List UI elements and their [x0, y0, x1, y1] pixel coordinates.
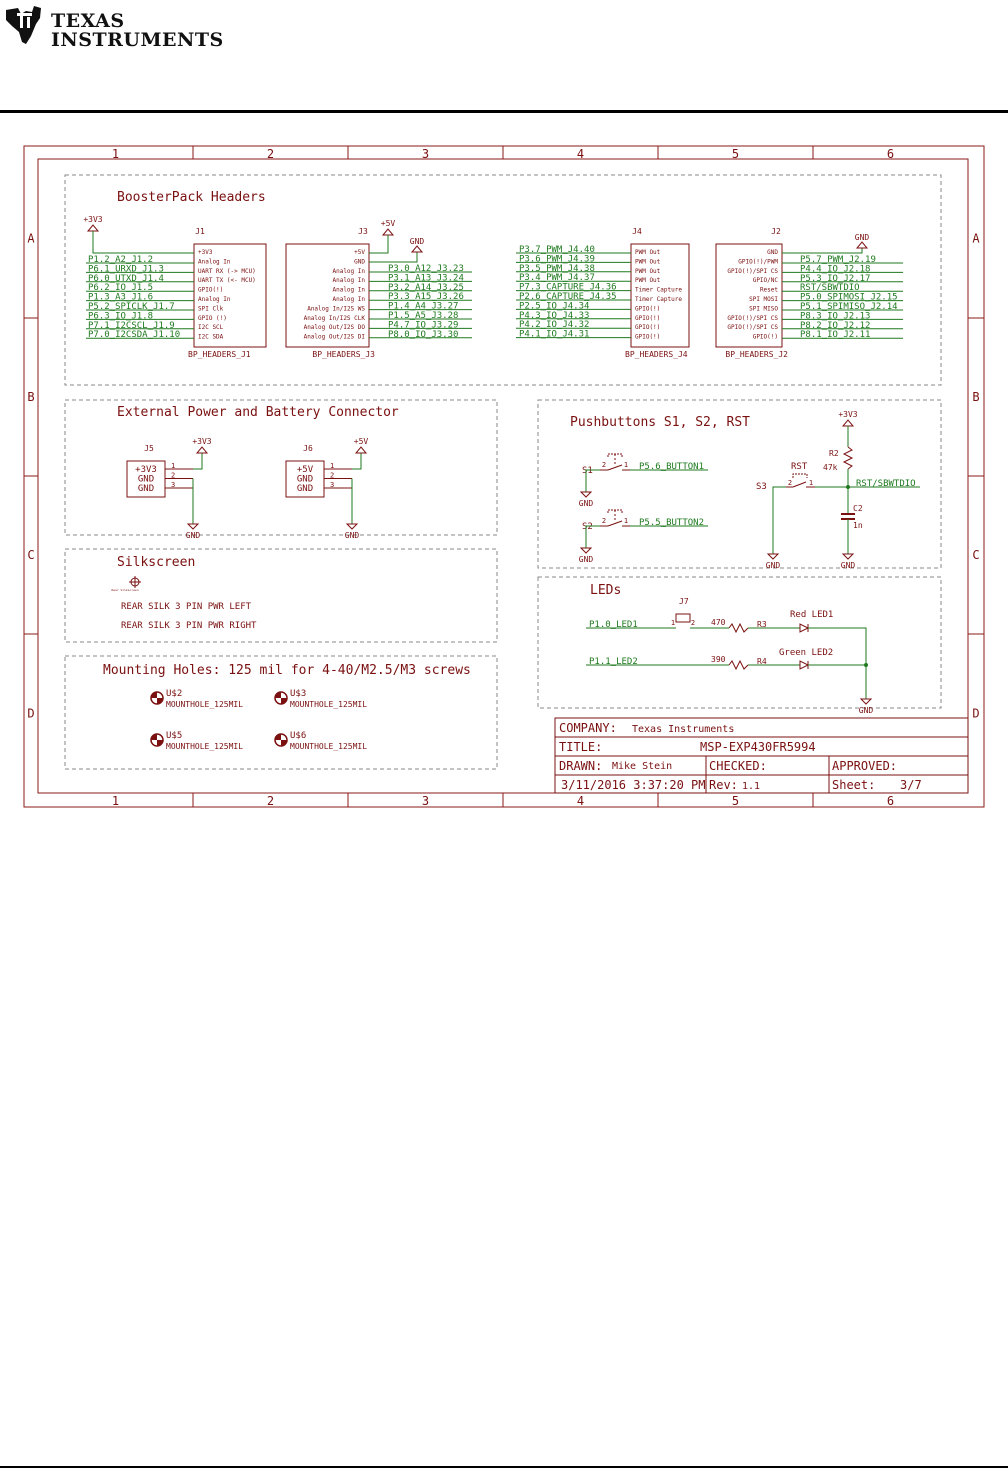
- j6-pin-num: 3: [330, 481, 335, 489]
- resistor-r3-icon: [729, 624, 748, 632]
- section-box-ext_power: [65, 400, 497, 535]
- company-value: Texas Instruments: [632, 724, 735, 735]
- supply-arrow-icon: [88, 225, 98, 231]
- j4-pin-label: GPIO(!): [635, 314, 661, 322]
- j1-net-label: P7.1_I2CSCL_J1.9: [88, 320, 175, 331]
- rst-gnd-wire: [773, 487, 786, 546]
- grid-col-label: 4: [576, 794, 585, 808]
- section-title-leds: LEDs: [590, 583, 622, 598]
- gnd-label: GND: [840, 561, 856, 570]
- ground-symbol-icon: [347, 524, 357, 529]
- section-title-booster: BoosterPack Headers: [117, 190, 266, 205]
- button-lever: [793, 482, 806, 487]
- j4-net-label: P4.1_IO_J4.31: [519, 329, 590, 340]
- j2-net-label: P5.3_IO_J2.17: [800, 273, 871, 284]
- grid-row-label: A: [27, 231, 35, 246]
- j1-pin-label: I2C SCL: [198, 324, 224, 332]
- grid-col-label: 5: [731, 794, 740, 808]
- sheet-label: Sheet:: [832, 778, 876, 792]
- gnd-label: GND: [409, 237, 425, 246]
- button-ref: S1: [582, 466, 593, 476]
- j4-net-label: P4.3_IO_J4.33: [519, 310, 590, 321]
- grid-col-label: 3: [421, 794, 430, 808]
- j2-ref: J2: [771, 227, 781, 236]
- mounthole-part: MOUNTHOLE_125MIL: [166, 700, 244, 709]
- grid-col-label: 2: [266, 147, 275, 161]
- j3-pin-label: Analog In: [332, 267, 365, 275]
- j4-name: BP_HEADERS_J4: [625, 350, 688, 359]
- ground-symbol-icon: [768, 554, 778, 559]
- j1-pin-label: Analog In: [198, 258, 231, 266]
- j6-supply-wire: [352, 453, 361, 469]
- mounthole-part: MOUNTHOLE_125MIL: [290, 742, 368, 751]
- j1-net-label: P1.2_A2_J1.2: [88, 255, 154, 265]
- j3-pin-label: Analog In: [332, 277, 365, 285]
- j3-pin-label: Analog Out/I2S DI: [303, 333, 365, 341]
- rst-label: RST: [791, 462, 808, 472]
- j1-net-label: P7.0_I2CSDA_J1.10: [88, 330, 181, 341]
- j4-pin-label: GPIO(!): [635, 333, 661, 341]
- j2-pin-label: SPI MOSI: [749, 296, 778, 303]
- gnd-label: GND: [344, 531, 360, 540]
- r4-ref: R4: [757, 657, 767, 666]
- j1-pin-label: SPI Clk: [198, 305, 224, 313]
- button-pin: 1: [623, 517, 629, 525]
- j3-name: BP_HEADERS_J3: [312, 350, 375, 359]
- resistor-r2-icon: [844, 447, 852, 469]
- j2-net-label: P5.7_PWM_J2.19: [800, 255, 876, 265]
- gnd-label: GND: [185, 531, 201, 540]
- gnd-label: GND: [578, 499, 594, 508]
- checked-label: CHECKED:: [709, 759, 767, 773]
- grid-row-label: D: [27, 706, 35, 721]
- grid-row-label: B: [27, 390, 35, 404]
- button-ref: S3: [756, 482, 767, 492]
- ground-symbol-icon: [857, 242, 867, 248]
- j1-pin-label: GPIO (!): [198, 314, 227, 322]
- title-label: TITLE:: [559, 740, 603, 754]
- j2-pin-label: GPIO(!)/PWM: [738, 258, 778, 266]
- led1-label: Red LED1: [790, 610, 834, 620]
- red-led-icon: [800, 624, 808, 632]
- supply-arrow-icon: [843, 420, 853, 426]
- grid-col-label: 6: [886, 147, 895, 161]
- drawn-label: DRAWN:: [559, 759, 603, 773]
- grid-col-label: 1: [111, 147, 120, 161]
- j4-pin-label: Timer Capture: [635, 286, 682, 294]
- ground-symbol-icon: [861, 699, 871, 704]
- j1-net-label: P5.2_SPICLK_J1.7: [88, 302, 175, 312]
- supply-arrow-icon: [383, 229, 393, 235]
- c2-ref: C2: [853, 504, 863, 513]
- grid-row-label: B: [972, 390, 980, 404]
- section-title-ext_power: External Power and Battery Connector: [117, 405, 399, 420]
- r2-ref: R2: [829, 449, 839, 458]
- j1-pin-label: +3V3: [198, 249, 213, 256]
- j6-pin-label: +5V: [296, 465, 314, 475]
- j3-net-label: P3.3_A15_J3.26: [388, 292, 464, 303]
- title-value: MSP-EXP430FR5994: [700, 740, 816, 754]
- j5-pin-label: GND: [137, 484, 155, 494]
- button-pin: 1: [808, 479, 814, 487]
- j2-net-label: P5.0_SPIMOSI_J2.15: [800, 292, 898, 303]
- sheet-value: 3/7: [900, 778, 922, 792]
- supply-arrow-icon: [197, 447, 207, 453]
- button-pin: 2: [787, 479, 793, 487]
- j5-ref: J5: [144, 444, 154, 453]
- section-title-silkscreen: Silkscreen: [117, 555, 196, 570]
- grid-col-label: 1: [111, 794, 120, 808]
- button-lever: [608, 465, 622, 470]
- j2-pin-label: GPIO(!)/SPI CS: [727, 267, 778, 275]
- led2-label: Green LED2: [779, 648, 834, 658]
- j1-net-label: P1.3_A3_J1.6: [88, 292, 154, 303]
- j4-net-label: P3.6_PWM_J4.39: [519, 254, 595, 265]
- j2-net-label: RST/SBWTDIO: [800, 283, 860, 294]
- mounthole-ref: U$6: [290, 731, 307, 741]
- j4-net-label: P4.2_IO_J4.32: [519, 320, 590, 331]
- j3-net-label: P1.5_A5_J3.28: [388, 311, 459, 321]
- gnd-label: GND: [765, 561, 781, 570]
- j7-pin: 2: [690, 619, 696, 627]
- grid-col-label: 5: [731, 147, 740, 161]
- j4-net-label: P3.5_PWM_J4.38: [519, 263, 595, 274]
- j6-pin-num: 2: [330, 471, 335, 480]
- j5-pin-label: GND: [137, 474, 155, 485]
- j1-net-label: P6.2_IO_J1.5: [88, 283, 154, 294]
- rst-net-label: RST/SBWTDIO: [856, 479, 916, 489]
- ground-symbol-icon: [581, 548, 591, 553]
- button-net-label: P5.5_BUTTON2: [639, 518, 705, 528]
- j4-pin-label: GPIO(!): [635, 324, 661, 332]
- r3-ref: R3: [757, 620, 767, 629]
- j4-pin-label: PWM Out: [635, 258, 661, 266]
- j1-pin-label: Analog In: [198, 296, 231, 303]
- r3-value: 470: [711, 618, 726, 627]
- j4-pin-label: PWM Out: [635, 249, 661, 256]
- silk-line2: REAR SILK 3 PIN PWR RIGHT: [121, 621, 257, 631]
- j5-pin-num: 1: [171, 462, 176, 470]
- c2-value: 1n: [853, 521, 863, 530]
- supply-label: +3V3: [83, 215, 103, 224]
- j3-net-label: P3.1_A13_J3.24: [388, 273, 464, 284]
- grid-row-label: A: [972, 231, 980, 246]
- j3-pin-label: Analog In/I2S WS: [307, 305, 365, 313]
- j2-pin-label: SPI MISO: [749, 305, 778, 313]
- j1-net-label: P6.1_URXD_J1.3: [88, 264, 164, 275]
- j1-pin-label: I2C SDA: [198, 333, 224, 341]
- grid-row-label: C: [27, 548, 35, 562]
- j1-net-label: P6.0_UTXD_J1.4: [88, 273, 164, 284]
- j3-pin-label: Analog In: [332, 296, 365, 303]
- j6-pin-num: 1: [330, 462, 335, 470]
- supply-label: +3V3: [838, 410, 858, 419]
- junction-dot: [846, 485, 850, 489]
- j1-pin-label: UART TX (<- MCU): [198, 277, 256, 285]
- supply-label: +5V: [380, 219, 396, 228]
- j3-net-label: P8.0_IO_J3.30: [388, 329, 459, 340]
- j3-pin-label: +5V: [354, 249, 365, 256]
- button-actuator-icon: [793, 474, 807, 478]
- date-value: 3/11/2016 3:37:20 PM: [561, 778, 706, 792]
- j2-pin-label: GND: [767, 249, 778, 256]
- resistor-r4-icon: [729, 661, 748, 669]
- j7-ref: J7: [679, 597, 689, 606]
- brand-line2: INSTRUMENTS: [51, 29, 224, 51]
- led1-net-label: P1.0_LED1: [589, 620, 638, 630]
- silk-logo-text: Rear Silkscreen: [111, 588, 139, 592]
- j2-pin-label: GPIO(!)/SPI CS: [727, 324, 778, 332]
- supply-arrow-icon: [356, 447, 366, 453]
- grid-col-label: 2: [266, 794, 275, 808]
- j4-pin-label: Timer Capture: [635, 296, 682, 303]
- ground-symbol-icon: [188, 524, 198, 529]
- j1-supply-wire: [93, 231, 194, 253]
- j4-net-label: P7.3_CAPTURE_J4.36: [519, 282, 617, 293]
- gnd-label: GND: [858, 706, 874, 715]
- grid-col-label: 3: [421, 147, 430, 161]
- approved-label: APPROVED:: [832, 759, 898, 773]
- j3-supply-wire: [369, 235, 388, 253]
- j1-pin-label: UART RX (-> MCU): [198, 267, 256, 275]
- ground-symbol-icon: [412, 246, 422, 252]
- mounthole-ref: U$2: [166, 689, 183, 699]
- j4-net-label: P2.6_CAPTURE_J4.35: [519, 292, 617, 302]
- j1-name: BP_HEADERS_J1: [188, 350, 251, 359]
- j3-pin-label: Analog In/I2S CLK: [303, 314, 365, 322]
- j5-supply-wire: [193, 453, 202, 469]
- j2-net-label: P8.2_IO_J2.12: [800, 320, 871, 331]
- j4-pin-label: PWM Out: [635, 267, 661, 275]
- j4-ref: J4: [632, 227, 642, 236]
- j3-net-label: P3.2_A14_J3.25: [388, 282, 464, 293]
- j6-pin-label: GND: [296, 484, 314, 494]
- green-led-icon: [800, 661, 808, 669]
- brand-line1: TEXAS: [51, 10, 125, 32]
- grid-col-label: 4: [576, 147, 585, 161]
- j1-ref: J1: [195, 227, 205, 236]
- j3-pin-label: GND: [354, 258, 365, 266]
- rev-value: 1.1: [742, 781, 761, 792]
- rev-label: Rev:: [709, 778, 738, 792]
- button-ref: S2: [582, 522, 593, 532]
- j2-net-label: P5.1_SPIMISO_J2.14: [800, 302, 898, 312]
- ground-symbol-icon: [581, 492, 591, 497]
- j3-net-label: P3.0_A12_J3.23: [388, 264, 464, 274]
- j4-net-label: P2.5_IO_J4.34: [519, 301, 590, 312]
- j5-pin-label: +3V3: [135, 465, 157, 475]
- gnd-label: GND: [578, 555, 594, 564]
- j7-pin: 1: [670, 619, 676, 627]
- j2-net-label: P4.4_IO_J2.18: [800, 264, 871, 275]
- button-pin: 2: [601, 461, 607, 469]
- j5-pin-num: 2: [171, 471, 176, 480]
- r2-value: 47k: [823, 463, 838, 472]
- j3-pin-label: Analog Out/I2S DO: [303, 324, 365, 332]
- j2-net-label: P8.1_IO_J2.11: [800, 330, 871, 341]
- grid-row-label: D: [972, 706, 980, 721]
- gnd-label: GND: [854, 233, 870, 242]
- button-lever: [608, 521, 622, 526]
- supply-label: +3V3: [192, 437, 212, 446]
- company-label: COMPANY:: [559, 721, 617, 735]
- j1-pin-label: GPIO(!): [198, 286, 224, 294]
- button-pin: 1: [623, 461, 629, 469]
- j2-pin-label: GPIO/NC: [752, 277, 778, 285]
- r4-value: 390: [711, 655, 726, 664]
- j4-net-label: P3.4_PWM_J4.37: [519, 273, 595, 284]
- j2-gnd-wire: [782, 248, 862, 253]
- j3-net-label: P4.7_IO_J3.29: [388, 320, 459, 331]
- j3-pin-label: Analog In: [332, 286, 365, 294]
- mounthole-part: MOUNTHOLE_125MIL: [166, 742, 244, 751]
- j4-pin-label: PWM Out: [635, 277, 661, 285]
- j2-name: BP_HEADERS_J2: [725, 350, 788, 359]
- j6-pin-label: GND: [296, 474, 314, 485]
- j4-net-label: P3.7_PWM_J4.40: [519, 245, 595, 255]
- j2-pin-label: Reset: [759, 286, 778, 294]
- button-pin: 2: [601, 517, 607, 525]
- led1-return-wire: [808, 628, 866, 691]
- j3-ref: J3: [358, 227, 368, 236]
- led2-net-label: P1.1_LED2: [589, 657, 638, 667]
- mounthole-ref: U$5: [166, 731, 183, 741]
- mounthole-ref: U$3: [290, 689, 307, 699]
- j2-net-label: P8.3_IO_J2.13: [800, 311, 871, 322]
- section-title-mounting: Mounting Holes: 125 mil for 4-40/M2.5/M3 screws: [103, 663, 471, 678]
- j7-jumper-icon: [676, 614, 690, 622]
- j4-pin-label: GPIO(!): [635, 305, 661, 313]
- grid-row-label: C: [972, 548, 980, 562]
- section-title-pushbuttons: Pushbuttons S1, S2, RST: [570, 415, 751, 430]
- j5-pin-num: 3: [171, 481, 176, 489]
- supply-label: +5V: [353, 437, 369, 446]
- drawn-value: Mike Stein: [612, 761, 673, 772]
- j2-pin-label: GPIO(!)/SPI CS: [727, 314, 778, 322]
- j1-net-label: P6.3_IO_J1.8: [88, 311, 154, 322]
- silk-line1: REAR SILK 3 PIN PWR LEFT: [121, 602, 252, 612]
- mounthole-part: MOUNTHOLE_125MIL: [290, 700, 368, 709]
- grid-col-label: 6: [886, 794, 895, 808]
- j3-net-label: P1.4_A4_J3.27: [388, 301, 459, 312]
- junction-dot: [864, 663, 868, 667]
- button-net-label: P5.6_BUTTON1: [639, 462, 705, 472]
- j6-ref: J6: [303, 444, 313, 453]
- ground-symbol-icon: [843, 554, 853, 559]
- j2-pin-label: GPIO(!): [752, 333, 778, 341]
